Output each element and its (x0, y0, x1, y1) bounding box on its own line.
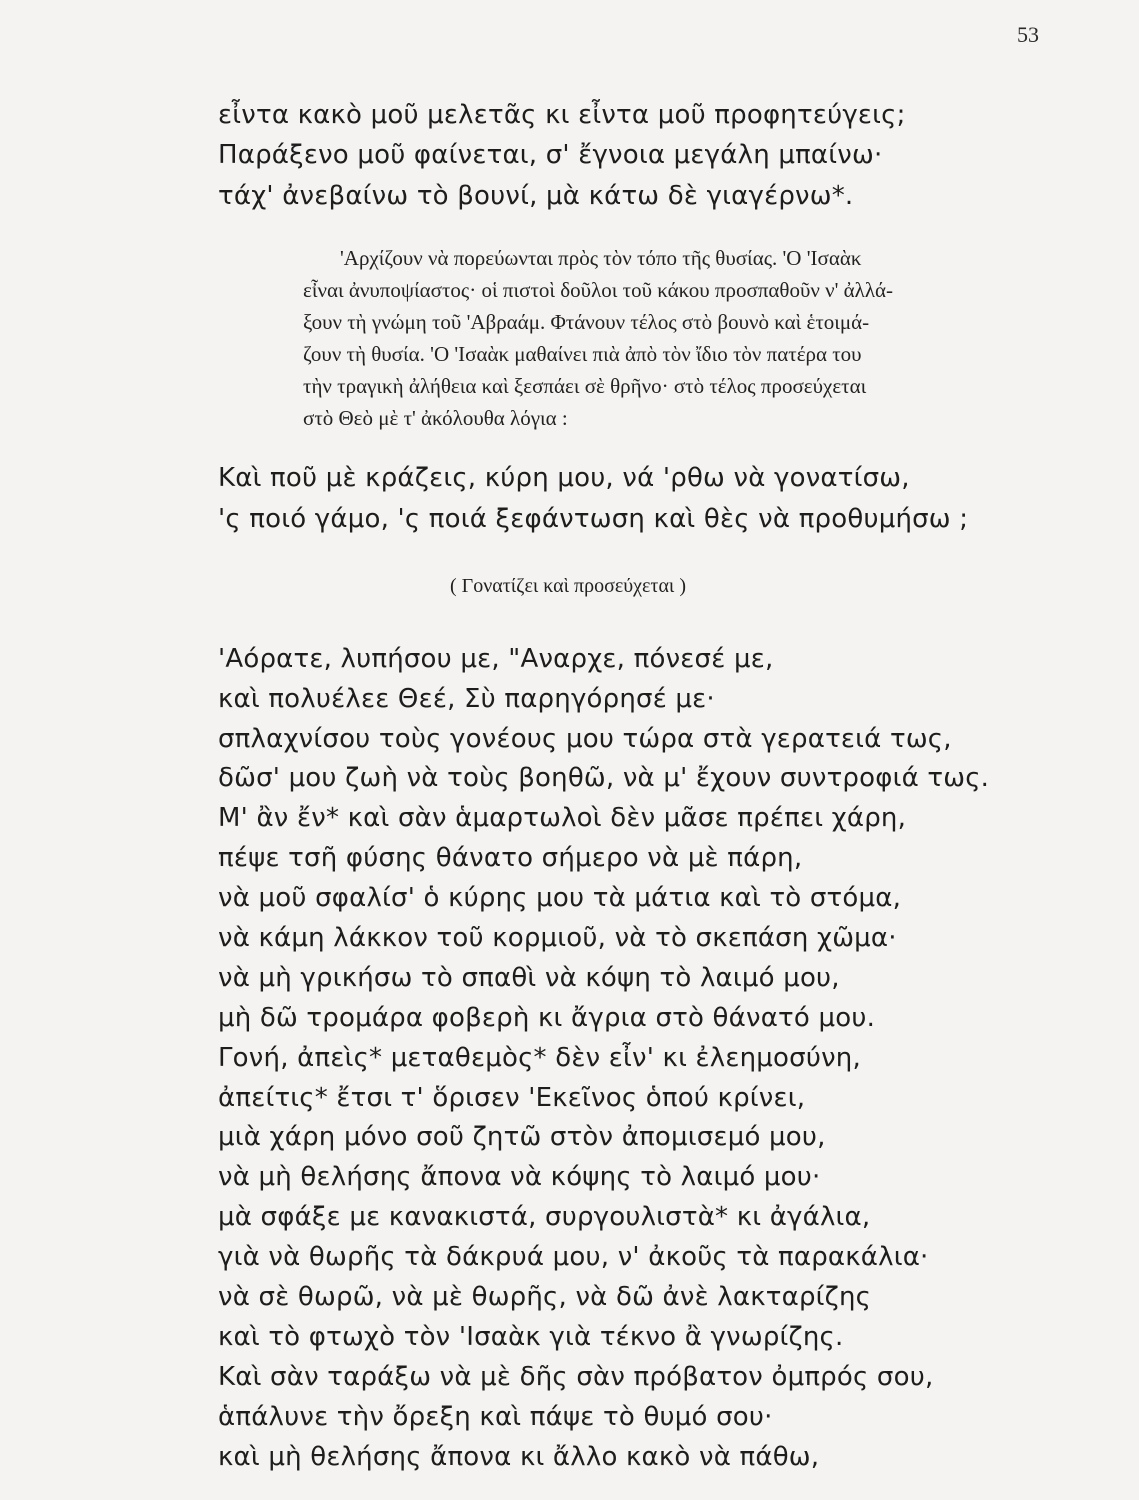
verse-line: σπλαχνίσου τοὺς γονέους μου τώρα στὰ γερατειά τως, (218, 724, 952, 754)
verse-line: καὶ μὴ θελήσης ἄπονα κι ἄλλο κακὸ νὰ πάθω, (218, 1442, 820, 1472)
verse-line: Μ' ἂν ἔν* καὶ σὰν ἁμαρτωλοὶ δὲν μᾶσε πρέπει χάρη, (218, 803, 907, 833)
verse-line: 'Αόρατε, λυπήσου με, "Αναρχε, πόνεσέ με, (218, 644, 774, 674)
prose-line: στὸ Θεὸ μὲ τ' ἀκόλουθα λόγια : (303, 406, 568, 430)
page-number: 53 (1017, 22, 1039, 47)
verse-line: Παράξενο μοῦ φαίνεται, σ' ἔγνοια μεγάλη μπαίνω· (218, 140, 883, 170)
verse-line: μὰ σφάξε με κανακιστά, συργουλιστὰ* κι ἀγάλια, (218, 1202, 871, 1232)
verse-line: Καὶ σὰν ταράξω νὰ μὲ δῆς σὰν πρόβατον ὀμπρός σου, (218, 1362, 934, 1392)
verse-line: καὶ τὸ φτωχὸ τὸν 'Ισαὰκ γιὰ τέκνο ἂ γνωρίζης. (218, 1322, 844, 1352)
verse-line: εἶντα κακὸ μοῦ μελετᾶς κι εἶντα μοῦ προφητεύγεις; (218, 100, 906, 130)
verse-line: μὴ δῶ τρομάρα φοβερὴ κι ἄγρια στὸ θάνατό μου. (218, 1003, 876, 1033)
verse-line: νὰ μὴ γρικήσω τὸ σπαθὶ νὰ κόψη τὸ λαιμό μου, (218, 963, 840, 993)
prose-line: ζουν τὴ θυσία. 'Ο 'Ισαὰκ μαθαίνει πιὰ ἀπὸ τὸν ἴδιο τὸν πατέρα του (303, 342, 862, 366)
verse-line: καὶ πολυέλεε Θεέ, Σὺ παρηγόρησέ με· (218, 684, 715, 714)
verse-line: γιὰ νὰ θωρῆς τὰ δάκρυά μου, ν' ἀκοῦς τὰ παρακάλια· (218, 1242, 929, 1272)
verse-line: ἁπάλυνε τὴν ὄρεξη καὶ πάψε τὸ θυμό σου· (218, 1402, 773, 1432)
verse-line: Καὶ ποῦ μὲ κράζεις, κύρη μου, νά 'ρθω νὰ γονατίσω, (218, 463, 910, 493)
verse-line: ἀπείτις* ἔτσι τ' ὅρισεν 'Εκεῖνος ὁπού κρίνει, (218, 1083, 806, 1113)
verse-line: τάχ' ἀνεβαίνω τὸ βουνί, μὰ κάτω δὲ γιαγέρνω*. (218, 181, 854, 211)
stage-direction: ( Γονατίζει καὶ προσεύχεται ) (450, 575, 686, 597)
verse-line: 'ς ποιό γάμο, 'ς ποιά ξεφάντωση καὶ θὲς νὰ προθυμήσω ; (218, 504, 969, 534)
verse-line: νὰ μὴ θελήσης ἄπονα νὰ κόψης τὸ λαιμό μου· (218, 1162, 821, 1192)
verse-line: νὰ σὲ θωρῶ, νὰ μὲ θωρῆς, νὰ δῶ ἀνὲ λακταρίζης (218, 1282, 872, 1312)
prose-line: τὴν τραγικὴ ἀλήθεια καὶ ξεσπάει σὲ θρῆνο· στὸ τέλος προσεύχεται (303, 374, 867, 398)
verse-line: νὰ μοῦ σφαλίσ' ὁ κύρης μου τὰ μάτια καὶ τὸ στόμα, (218, 883, 902, 913)
verse-line: Γονή, ἀπεὶς* μεταθεμὸς* δὲν εἶν' κι ἐλεημοσύνη, (218, 1043, 861, 1073)
prose-line: ξουν τὴ γνώμη τοῦ 'Αβραάμ. Φτάνουν τέλος στὸ βουνὸ καὶ ἑτοιμά- (303, 310, 870, 334)
verse-line: δῶσ' μου ζωὴ νὰ τοὺς βοηθῶ, νὰ μ' ἔχουν συντροφιά τως. (218, 763, 990, 793)
prose-line: εἶναι ἀνυποψίαστος· οἱ πιστοὶ δοῦλοι τοῦ κάκου προσπαθοῦν ν' ἀλλά- (303, 278, 894, 302)
verse-line: μιὰ χάρη μόνο σοῦ ζητῶ στὸν ἀπομισεμό μου, (218, 1122, 826, 1152)
prose-line: 'Αρχίζουν νὰ πορεύωνται πρὸς τὸν τόπο τῆς θυσίας. 'Ο 'Ισαὰκ (340, 246, 862, 270)
verse-line: νὰ κάμη λάκκον τοῦ κορμιοῦ, νὰ τὸ σκεπάση χῶμα· (218, 923, 897, 953)
verse-line: πέψε τσῆ φύσης θάνατο σήμερο νὰ μὲ πάρη, (218, 843, 803, 873)
